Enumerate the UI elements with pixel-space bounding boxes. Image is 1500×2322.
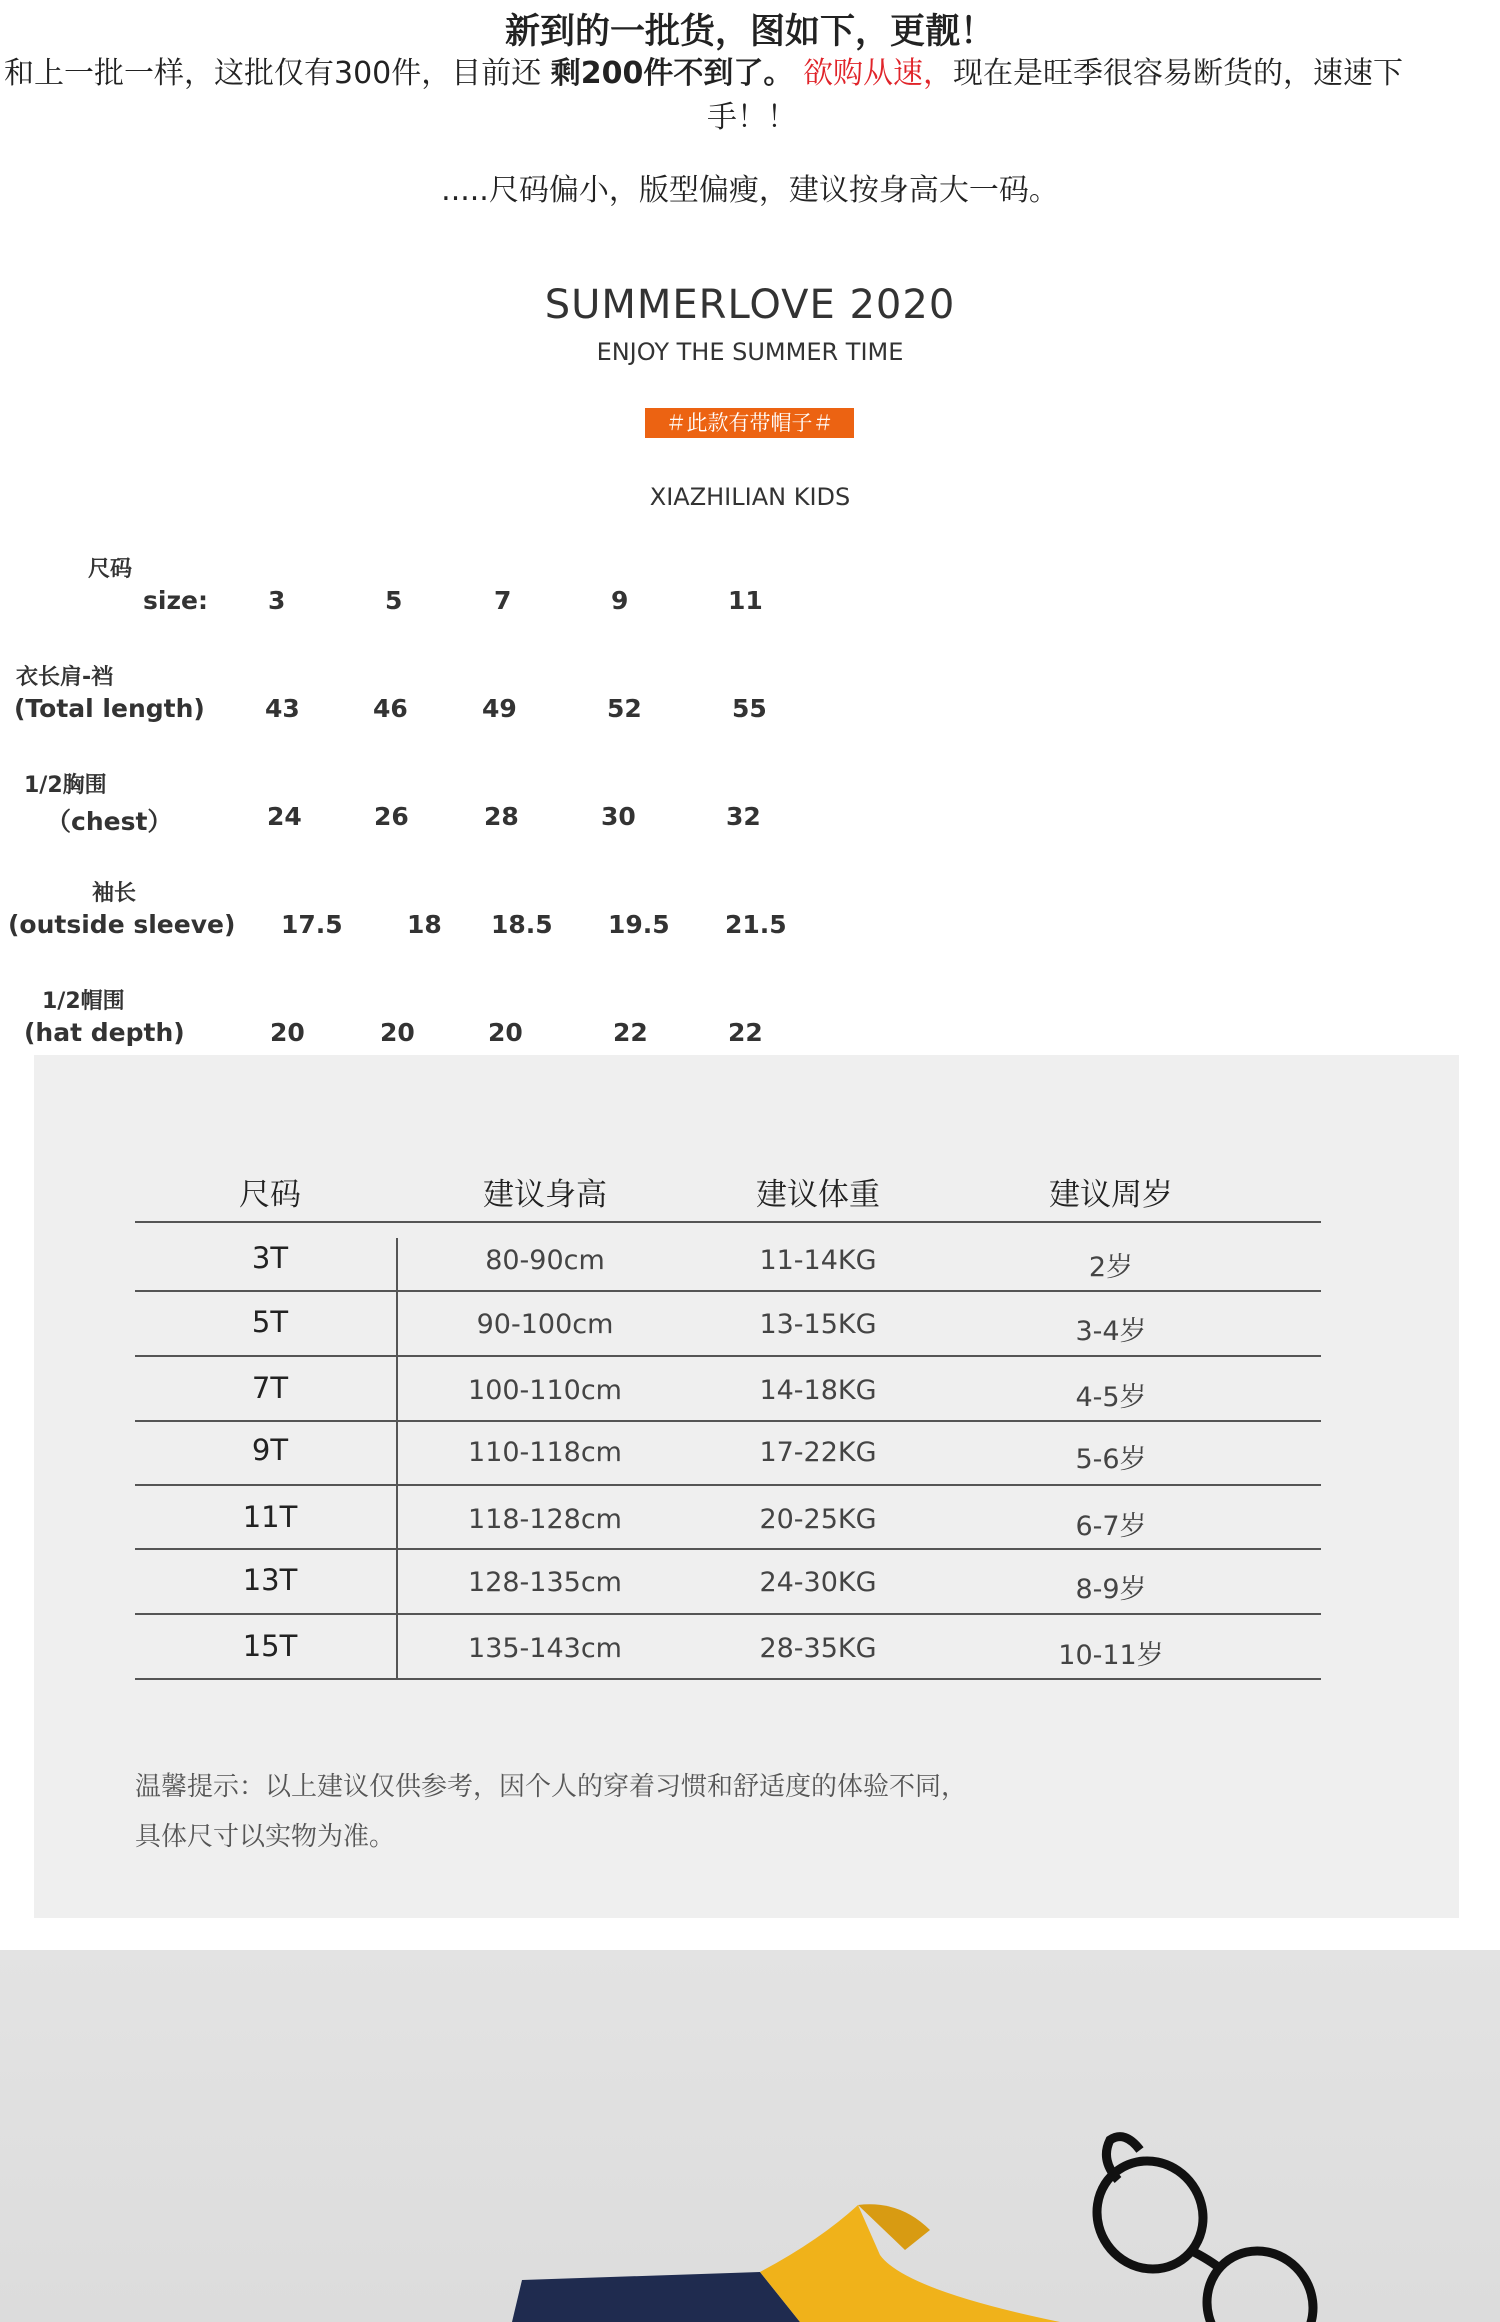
spec-value: 7	[494, 586, 512, 615]
spec-value: 43	[265, 694, 300, 723]
cell-weight: 28-35KG	[759, 1633, 877, 1664]
spec-label-cn: 1/2帽围	[42, 989, 125, 1014]
cell-height: 110-118cm	[468, 1437, 622, 1468]
spec-value: 32	[726, 802, 761, 831]
spec-value: 19.5	[608, 910, 670, 939]
spec-label-cn: 衣长肩-裆	[16, 665, 114, 690]
cell-size: 3T	[251, 1241, 289, 1275]
spec-value: 55	[732, 694, 767, 723]
cell-age: 10-11岁	[1058, 1640, 1164, 1671]
cell-weight: 14-18KG	[759, 1375, 877, 1406]
spec-value: 20	[488, 1018, 523, 1047]
notice-body-e: 手！！	[707, 100, 797, 135]
table-divider	[135, 1678, 1321, 1680]
spec-value: 11	[728, 586, 763, 615]
spec-value: 52	[607, 694, 642, 723]
spec-value: 18.5	[491, 910, 553, 939]
cell-height: 100-110cm	[468, 1375, 622, 1406]
notice-hurry: 欲购从速，	[793, 56, 953, 91]
spec-value: 3	[268, 586, 286, 615]
spec-label-cn: 尺码	[88, 557, 133, 582]
spec-value: 20	[380, 1018, 415, 1047]
notice-body-d: 现在是旺季很容易断货的，速速下	[952, 56, 1403, 91]
cell-size: 9T	[251, 1433, 289, 1467]
spec-value: 21.5	[725, 910, 787, 939]
spec-value: 24	[267, 802, 302, 831]
header-weight: 建议体重	[756, 1177, 880, 1213]
spec-label-cn: 袖长	[92, 881, 137, 906]
spec-label-en: (Total length)	[14, 694, 205, 723]
cell-age: 6-7岁	[1075, 1511, 1147, 1542]
table-divider	[135, 1221, 1321, 1223]
cell-weight: 20-25KG	[759, 1504, 877, 1535]
header-age: 建议周岁	[1049, 1177, 1173, 1213]
table-divider	[135, 1548, 1321, 1550]
table-divider	[135, 1420, 1321, 1422]
cell-size: 15T	[242, 1629, 298, 1663]
spec-value: 49	[482, 694, 517, 723]
cell-size: 13T	[242, 1563, 298, 1597]
notice-body	[0, 52, 1500, 140]
notice-body-a: 和上一批一样，这批仅有300件，目前还	[4, 56, 551, 91]
product-photo	[0, 1950, 1500, 2322]
glasses-icon	[1076, 2137, 1334, 2322]
spec-label-cn: 1/2胸围	[24, 773, 107, 798]
cell-height: 90-100cm	[476, 1309, 614, 1340]
spec-value: 22	[613, 1018, 648, 1047]
notice-title: 新到的一批货，图如下，更靓！	[504, 12, 995, 52]
size-advice: .....尺码偏小，版型偏瘦，建议按身高大一码。	[441, 173, 1059, 208]
spec-value: 22	[728, 1018, 763, 1047]
cell-size: 11T	[242, 1500, 298, 1534]
cell-age: 3-4岁	[1075, 1316, 1147, 1347]
cell-height: 135-143cm	[468, 1633, 622, 1664]
spec-label-en: （chest）	[46, 807, 173, 836]
cell-height: 80-90cm	[485, 1245, 605, 1276]
cell-age: 2岁	[1088, 1252, 1134, 1283]
table-divider	[135, 1290, 1321, 1292]
spec-value: 26	[374, 802, 409, 831]
spec-label-en: (hat depth)	[24, 1018, 185, 1047]
brand-label: XIAZHILIAN KIDS	[649, 483, 851, 511]
notice-stock: 剩200件不到了。	[550, 56, 794, 91]
sizing-tip	[135, 1762, 967, 1862]
spec-value: 30	[601, 802, 636, 831]
spec-value: 5	[385, 586, 403, 615]
header-height: 建议身高	[483, 1177, 607, 1213]
sizing-tip-line2: 具体尺寸以实物为准。	[135, 1822, 396, 1852]
cell-weight: 17-22KG	[759, 1437, 877, 1468]
cell-size: 5T	[251, 1305, 289, 1339]
table-divider	[135, 1484, 1321, 1486]
brand-tagline: ENJOY THE SUMMER TIME	[596, 338, 904, 366]
cell-height: 118-128cm	[468, 1504, 622, 1535]
hat-badge: ＃此款有带帽子＃	[645, 408, 854, 438]
table-divider	[135, 1613, 1321, 1615]
cell-height: 128-135cm	[468, 1567, 622, 1598]
spec-value: 28	[484, 802, 519, 831]
spec-value: 9	[611, 586, 629, 615]
cell-size: 7T	[251, 1371, 289, 1405]
cell-weight: 11-14KG	[759, 1245, 877, 1276]
spec-label-en: (outside sleeve)	[8, 910, 236, 939]
product-photo-illustration	[0, 1950, 1500, 2322]
cell-age: 5-6岁	[1075, 1444, 1147, 1475]
spec-value: 46	[373, 694, 408, 723]
cell-age: 4-5岁	[1075, 1382, 1147, 1413]
table-divider	[135, 1355, 1321, 1357]
spec-value: 18	[407, 910, 442, 939]
header-size: 尺码	[239, 1177, 301, 1213]
cell-weight: 24-30KG	[759, 1567, 877, 1598]
spec-value: 20	[270, 1018, 305, 1047]
spec-value: 17.5	[281, 910, 343, 939]
sizing-tip-line1: 温馨提示：以上建议仅供参考，因个人的穿着习惯和舒适度的体验不同，	[135, 1772, 968, 1802]
cell-weight: 13-15KG	[759, 1309, 877, 1340]
brand-title: SUMMERLOVE 2020	[544, 282, 956, 328]
spec-label-en: size:	[143, 586, 208, 615]
cell-age: 8-9岁	[1075, 1574, 1147, 1605]
